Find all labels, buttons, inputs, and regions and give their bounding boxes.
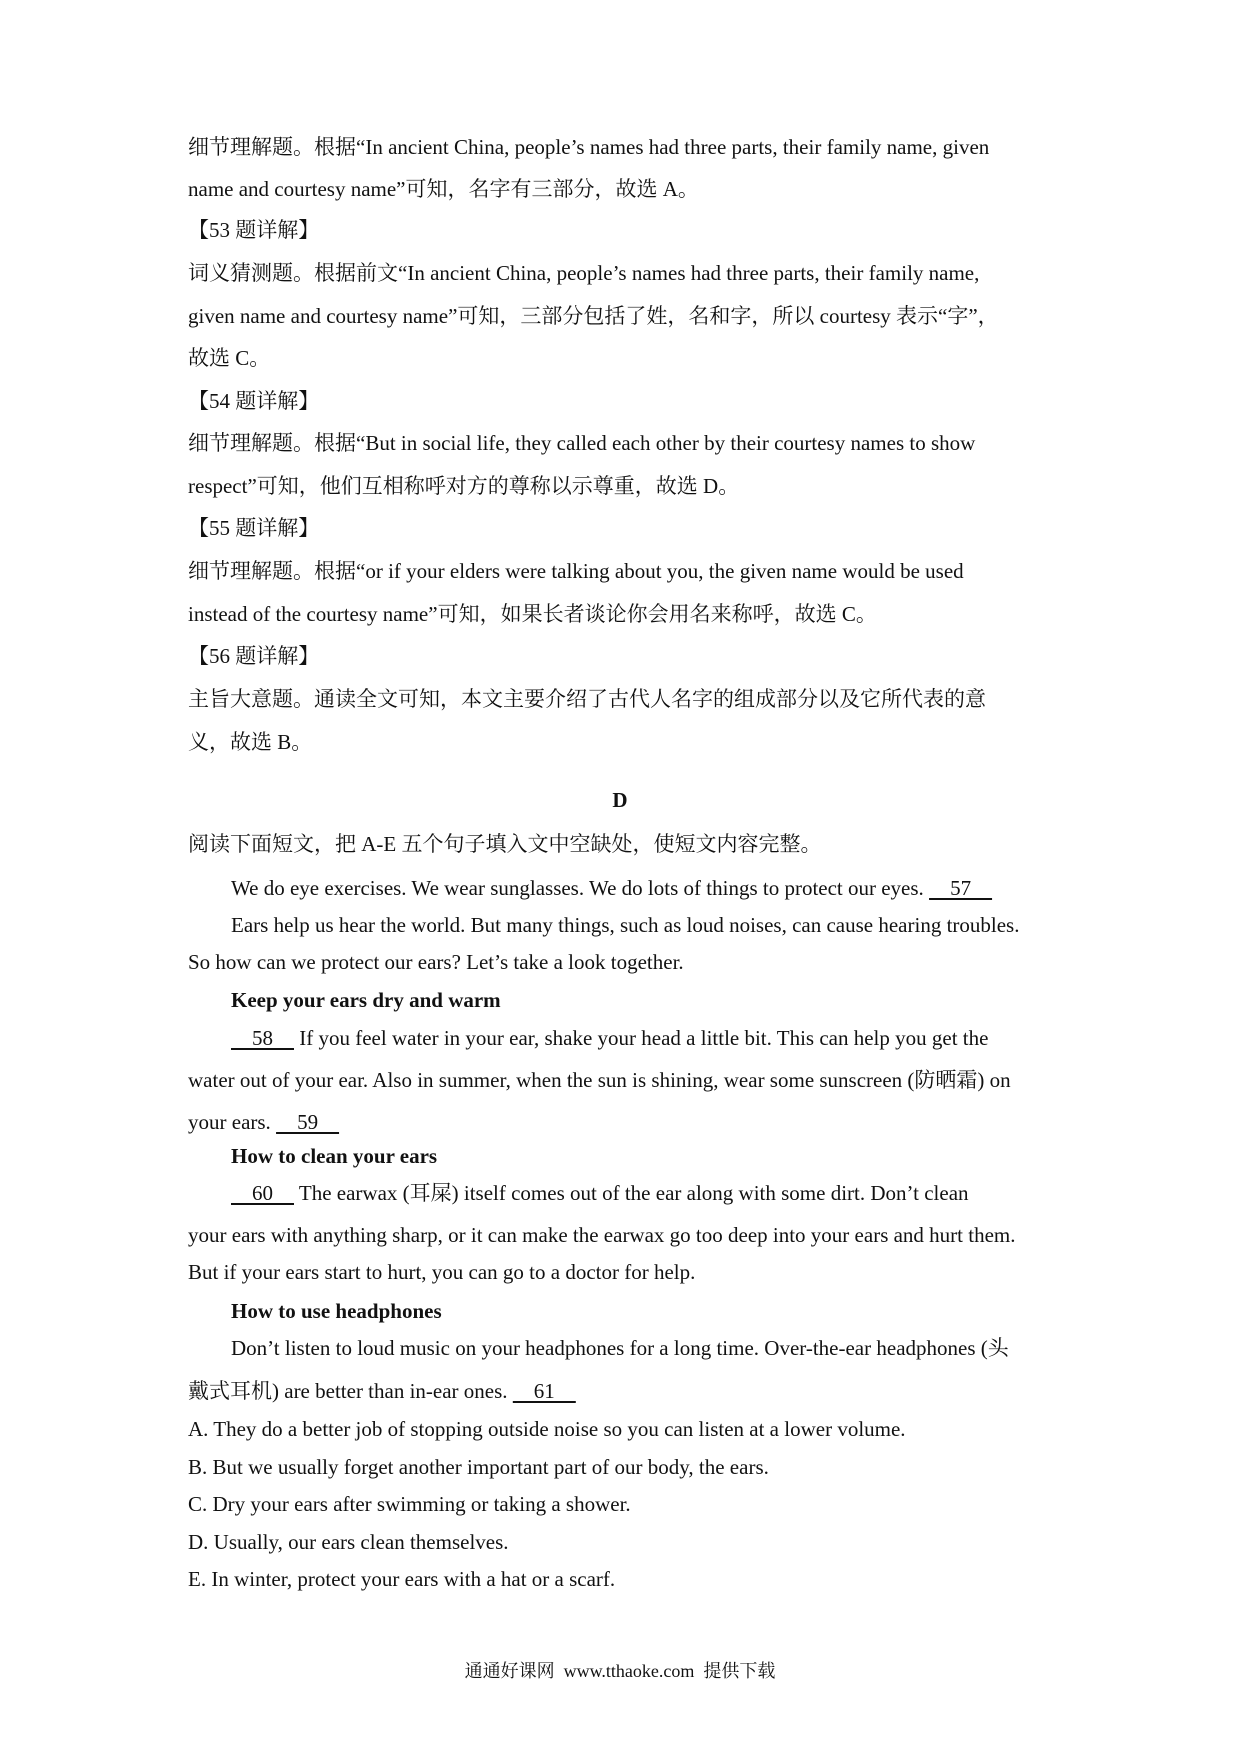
q55-line-1: 细节理解题。根据“or if your elders were talking about you, the given name would be used — [188, 559, 964, 583]
heading-clean-ears: How to clean your ears — [231, 1144, 438, 1168]
para1-line-3 — [188, 1107, 339, 1137]
q52-line-1: 细节理解题。根据“In ancient China, people’s names had three parts, their family name, given — [188, 135, 990, 159]
para2-text-1: The earwax (耳屎) itself comes out of the ear along with some dirt. Don’t clean — [294, 1181, 969, 1205]
heading-headphones: How to use headphones — [231, 1299, 442, 1323]
para3-text-2: 戴式耳机) are better than in-ear ones. — [188, 1379, 508, 1403]
intro-line-3: So how can we protect our ears? Let’s take a look together. — [188, 950, 684, 974]
intro-line-1 — [231, 873, 992, 903]
q53-line-2: given name and courtesy name”可知，三部分包括了姓，名和字，所以 courtesy 表示“字”， — [188, 304, 999, 328]
blank-58: 58 — [231, 1026, 294, 1050]
q55-line-2: instead of the courtesy name”可知，如果长者谈论你会用名来称呼，故选 C。 — [188, 602, 877, 626]
option-e: E. In winter, protect your ears with a hat or a scarf. — [188, 1567, 616, 1591]
option-c: C. Dry your ears after swimming or taking a shower. — [188, 1492, 631, 1516]
option-d: D. Usually, our ears clean themselves. — [188, 1530, 509, 1554]
q56-heading: 【56 题详解】 — [188, 644, 320, 668]
para2-line-3: But if your ears start to hurt, you can go to a doctor for help. — [188, 1260, 696, 1284]
section-title: D — [612, 788, 628, 812]
option-a: A. They do a better job of stopping outside noise so you can listen at a lower volume. — [188, 1417, 906, 1441]
para1-line-1 — [231, 1023, 988, 1053]
section-instruction: 阅读下面短文，把 A-E 五个句子填入文中空缺处，使短文内容完整。 — [188, 832, 822, 856]
para2-line-1 — [231, 1178, 969, 1208]
page-footer: 通通好课网 www.tthaoke.com 提供下载 — [464, 1661, 776, 1681]
intro-line-2: Ears help us hear the world. But many things, such as loud noises, can cause hearing troubles. — [231, 913, 1020, 937]
blank-59: 59 — [276, 1110, 340, 1134]
q54-line-2: respect”可知，他们互相称呼对方的尊称以示尊重，故选 D。 — [188, 474, 740, 498]
para1-line-2: water out of your ear. Also in summer, when the sun is shining, wear some sunscreen (防晒霜) on — [188, 1068, 1011, 1092]
q53-heading: 【53 题详解】 — [188, 218, 320, 242]
para1-text-1: If you feel water in your ear, shake your head a little bit. This can help you get the — [294, 1026, 989, 1050]
q56-line-1: 主旨大意题。通读全文可知，本文主要介绍了古代人名字的组成部分以及它所代表的意 — [188, 687, 986, 711]
blank-57: 57 — [929, 876, 993, 900]
q54-heading: 【54 题详解】 — [188, 389, 320, 413]
para3-line-2 — [188, 1376, 576, 1406]
para1-text-3: your ears. — [188, 1110, 271, 1134]
q53-line-3: 故选 C。 — [188, 346, 271, 370]
q54-line-1: 细节理解题。根据“But in social life, they called each other by their courtesy names to show — [188, 431, 976, 455]
blank-61: 61 — [512, 1379, 576, 1403]
option-b: B. But we usually forget another important part of our body, the ears. — [188, 1455, 769, 1479]
q53-line-1: 词义猜测题。根据前文“In ancient China, people’s names had three parts, their family name, — [188, 261, 980, 285]
heading-dry-warm: Keep your ears dry and warm — [231, 988, 501, 1012]
intro-text-1: We do eye exercises. We wear sunglasses. We do lots of things to protect our eyes. — [231, 876, 924, 900]
q52-line-2: name and courtesy name”可知，名字有三部分，故选 A。 — [188, 177, 699, 201]
q56-line-2: 义，故选 B。 — [188, 730, 313, 754]
blank-60: 60 — [231, 1181, 294, 1205]
para3-line-1: Don’t listen to loud music on your headphones for a long time. Over-the-ear headphones (头 — [231, 1336, 1009, 1360]
para2-line-2: your ears with anything sharp, or it can make the earwax go too deep into your ears and hurt them. — [188, 1223, 1016, 1247]
q55-heading: 【55 题详解】 — [188, 516, 320, 540]
